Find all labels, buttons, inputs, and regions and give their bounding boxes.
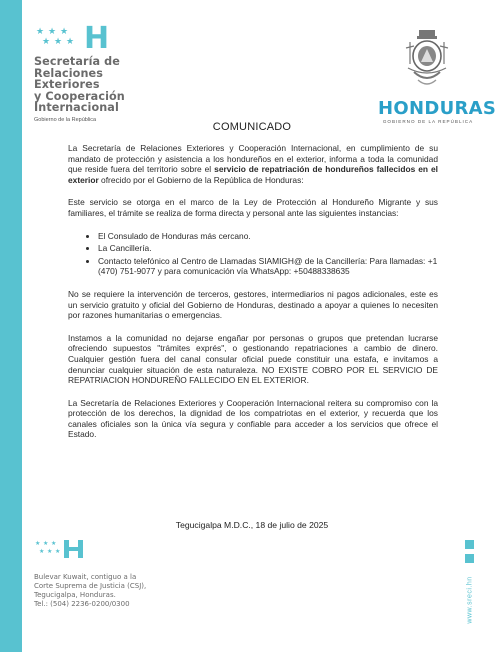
svg-text:★: ★	[39, 548, 45, 555]
ministry-logo	[34, 21, 154, 123]
address-line3: Tegucigalpa, Honduras.	[34, 591, 116, 599]
svg-text:★: ★	[51, 540, 57, 547]
ministry-name-line5: Internacional	[34, 101, 119, 114]
ministry-name-line3: Exteriores	[34, 78, 100, 91]
honduras-brand-subtitle: GOBIERNO DE LA REPÚBLICA	[382, 119, 474, 124]
svg-text:★: ★	[47, 548, 53, 555]
h-logo-icon: H	[84, 21, 110, 56]
ministry-name-line2: Relaciones	[34, 66, 103, 80]
document-title: COMUNICADO	[212, 121, 292, 133]
paragraph-intro	[68, 143, 438, 185]
paragraph-warning: Instamos a la comunidad no dejarse engañar por personas o grupos que pretendan lucrarse ofreciendo supuestos "trámites exprés", o gestionando repatriaciones a cambio de dinero. Cualquier gestión fuera del canal consular oficial puede constituir una estafa, e invitamos a denunciar cualquier situación de esta naturaleza. NO EXISTE COBRO POR EL SERVICIO DE REPATRIACION HONDUREÑO FALLECIDO EN EL EXTERIOR.	[68, 332, 438, 386]
document-body	[68, 143, 438, 452]
logo-mark	[34, 21, 154, 56]
list-item: • La Cancillería.	[98, 243, 438, 254]
list-item: • El Consulado de Honduras más cercano.	[98, 231, 438, 242]
paragraph-service: Este servicio se otorga en el marco de la Ley de Protección al Hondureño Migrante y sus familiares, el trámite se realiza de forma directa y personal ante las siguientes instancias:	[68, 197, 438, 218]
paragraph-intro-c: ofrecido por el Gobierno de la República de Honduras:	[98, 174, 304, 185]
list-item: • Contacto telefónico al Centro de Llamadas SIAMIGH@ de la Cancillería: Para llamadas: +1 (470) 751-9077 y para comunicación vía WhatsApp: +50488338635	[98, 256, 438, 277]
instances-list	[68, 231, 438, 277]
footer-address	[34, 573, 194, 609]
svg-text:★: ★	[35, 540, 41, 547]
website-link[interactable]: www.sreci.hn	[466, 576, 474, 624]
square-icon	[465, 540, 474, 549]
stars-icon: ★ ★ ★ ★ ★ ★	[36, 26, 75, 46]
paragraph-intro-a: La Secretaría de Relaciones Exteriores y Cooperación Internacional, en cumplimiento de su mandato de protección y asistencia a los hondureños en el exterior, informa a toda la comunidad que reside fuera del territorio sobre el	[68, 143, 438, 175]
footer-phone: Tel.: (504) 2236-0200/0300	[34, 600, 130, 608]
footer-logo-icon	[34, 538, 94, 560]
website-vertical	[458, 570, 482, 630]
paragraph-no-intermediaries: No se requiere la intervención de terceros, gestores, intermediarios ni pagos adicionales, este es un servicio gratuito y oficial del Gobierno de Honduras, destinado a apoyar a quienes lo necesiten por razones humanitarias o emergencias.	[68, 288, 438, 321]
address-line1: Bulevar Kuwait, contiguo a la	[34, 573, 137, 581]
decorative-squares	[465, 540, 475, 568]
svg-text:★: ★	[43, 540, 49, 547]
paragraph-commitment: La Secretaría de Relaciones Exteriores y Cooperación Internacional reitera su compromiso con la protección de los derechos, la dignidad de los compatriotas en el exterior, y recuerda que los canales oficiales son la única vía segura y confiable para acceder a los servicios que ofrece el Estado.	[68, 397, 438, 440]
ministry-name	[34, 56, 154, 114]
dateline: Tegucigalpa M.D.C., 18 de julio de 2025	[175, 520, 329, 530]
svg-text:★: ★	[55, 548, 61, 555]
ministry-subtitle: Gobierno de la República	[34, 116, 97, 123]
honduras-brand: HONDURAS	[378, 98, 497, 119]
coat-of-arms-icon	[402, 28, 452, 90]
address-line2: Corte Suprema de Justicia (CSJ),	[34, 582, 147, 590]
ministry-name-line4: y Cooperación	[34, 89, 125, 103]
ministry-name-line1: Secretaría de	[34, 55, 120, 68]
square-icon	[465, 554, 474, 563]
left-accent-bar	[0, 0, 22, 652]
paragraph-intro-highlight: servicio de repatriación de hondureños fallecidos en el exterior	[68, 164, 438, 185]
